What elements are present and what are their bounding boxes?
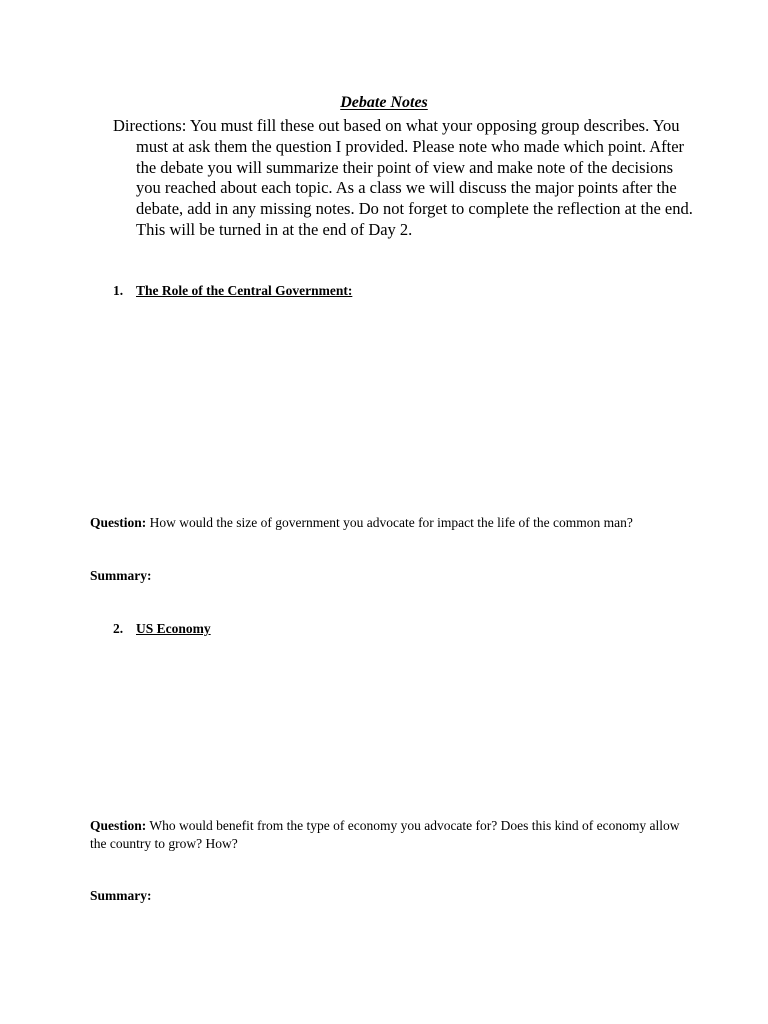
question-text: How would the size of government you advocate for impact the life of the common man?: [146, 515, 633, 530]
topic-title: US Economy: [136, 621, 211, 636]
topic-title: The Role of the Central Government:: [136, 283, 353, 298]
question-label: Question:: [90, 515, 147, 530]
question-block-1: [90, 514, 680, 532]
topic-number: 2.: [113, 621, 124, 636]
topic-heading-central-government: [113, 283, 352, 299]
question-block-2: [90, 817, 680, 853]
question-label: Question:: [90, 818, 147, 833]
topic-number: 1.: [113, 283, 124, 298]
page-title: Debate Notes: [340, 94, 428, 111]
topic-heading-us-economy: [113, 621, 211, 637]
summary-label-1: Summary:: [90, 568, 152, 583]
directions-paragraph: Directions: You must fill these out based on what your opposing group describes. You must at ask them the question I provided. Please note who made which point. After the debate you will summarize their point of view and make note of the decisions you reached about each topic. As a class we will discuss the major points after the debate, add in any missing notes. Do not forget to complete the reflection at the end. This will be turned in at the end of Day 2.: [113, 116, 693, 239]
question-text: Who would benefit from the type of economy you advocate for? Does this kind of economy allow the country to grow? How?: [90, 818, 680, 851]
summary-label-2: Summary:: [90, 888, 152, 903]
